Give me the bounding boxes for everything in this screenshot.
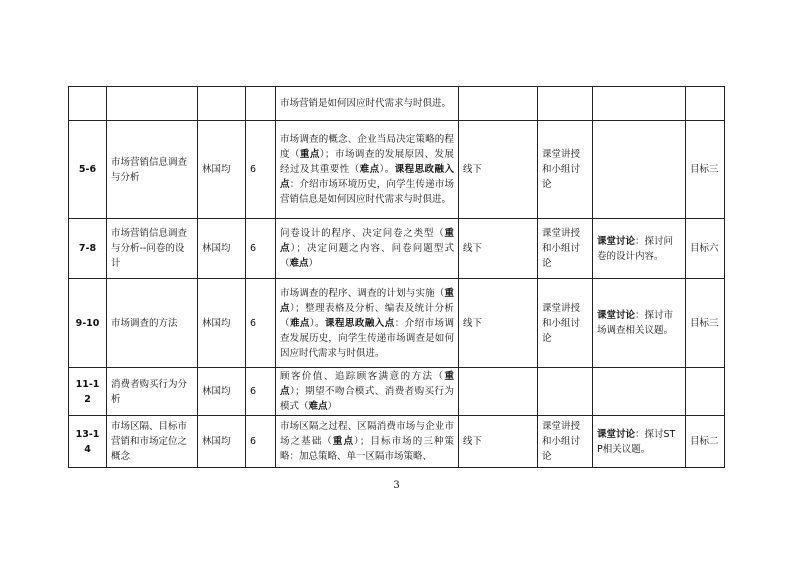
text-segment: 市场调查的概念、企业当局决定策略的程度（ — [280, 134, 454, 160]
week-cell-text: 9-10 — [75, 317, 100, 329]
emphasis-text: 难点 — [289, 258, 309, 269]
mode-cell-text: 线下 — [463, 317, 483, 329]
mode-cell — [459, 416, 538, 468]
topic-cell — [107, 219, 198, 279]
emphasis-text: 难点 — [308, 401, 328, 412]
goal-cell-text: 目标六 — [690, 243, 719, 254]
text-segment: ）；整理表格及分析、编表及统计分析（ — [280, 302, 454, 329]
topic-cell-text: 市场营销信息调查与分析--问卷的设计 — [111, 228, 188, 269]
emphasis-text: 课堂讨论 — [597, 235, 636, 247]
week-cell-text: 13-14 — [75, 428, 100, 455]
emphasis-text: 重点 — [280, 228, 454, 254]
topic-cell — [107, 121, 198, 219]
text-segment: ）；期望不吻合模式、消费者购买行为模式（ — [280, 386, 454, 412]
content-cell — [276, 416, 459, 468]
teacher-cell-text: 林国均 — [202, 386, 231, 397]
week-cell — [69, 279, 107, 368]
text-segment: ）。 — [309, 317, 326, 329]
homework-cell — [593, 121, 686, 219]
method-cell — [538, 368, 593, 416]
topic-cell-text: 市场区隔、目标市营销和市场定位之概念 — [111, 421, 188, 462]
mode-cell-text: 线下 — [463, 243, 483, 254]
goal-cell — [686, 219, 725, 279]
topic-cell — [107, 368, 198, 416]
emphasis-text: 重点 — [280, 287, 454, 314]
method-cell — [538, 416, 593, 468]
method-cell-text: 课堂讲授和小组讨论 — [542, 302, 581, 344]
text-segment: ）。 — [379, 164, 395, 175]
teacher-cell — [198, 87, 246, 121]
table-row — [69, 121, 725, 219]
emphasis-text: 课程思政融入点 — [280, 164, 454, 190]
text-segment: ：介绍市场环境历史，向学生传递市场营销信息是如何因应时代需求与时俱进。 — [280, 179, 454, 205]
text-segment: 顾客价值、追踪顾客满意的方法（ — [280, 371, 445, 382]
teacher-cell-text: 林国均 — [202, 243, 231, 254]
week-cell-text: 5-6 — [78, 164, 97, 175]
method-cell — [538, 279, 593, 368]
homework-cell — [593, 416, 686, 468]
goal-cell — [686, 416, 725, 468]
text-segment: ）；决定问题之内容、问卷问题型式（ — [280, 243, 454, 269]
teacher-cell — [198, 219, 246, 279]
teacher-cell-text: 林国均 — [202, 317, 231, 329]
mode-cell — [459, 121, 538, 219]
page-number: 3 — [393, 480, 400, 491]
text-segment: ） — [327, 401, 338, 412]
hours-cell-text: 6 — [250, 386, 257, 397]
topic-cell-text: 市场调查的方法 — [111, 317, 178, 329]
emphasis-text: 课程思政融入点 — [325, 317, 395, 329]
topic-cell-text: 市场营销信息调查与分析 — [111, 156, 188, 183]
hours-cell — [246, 416, 276, 468]
goal-cell — [686, 121, 725, 219]
teacher-cell-text: 林国均 — [202, 436, 231, 447]
table-row — [69, 368, 725, 416]
emphasis-text: 重点 — [280, 371, 454, 397]
topic-cell — [107, 416, 198, 468]
method-cell — [538, 87, 593, 121]
content-cell — [276, 87, 459, 121]
goal-cell-text: 目标三 — [690, 164, 719, 175]
topic-cell-text: 消费者购买行为分析 — [111, 378, 188, 405]
mode-cell — [459, 368, 538, 416]
hours-cell — [246, 279, 276, 368]
goal-cell-text: 目标二 — [690, 436, 719, 447]
text-segment: ）；目标市场的三种策略：加总策略、单一区隔市场策略、 — [280, 436, 454, 462]
table-row — [69, 87, 725, 121]
content-cell — [276, 219, 459, 279]
hours-cell — [246, 121, 276, 219]
mode-cell-text: 线下 — [463, 164, 483, 175]
mode-cell-text: 线下 — [463, 436, 483, 447]
topic-cell — [107, 87, 198, 121]
teacher-cell-text: 林国均 — [202, 164, 231, 175]
teacher-cell — [198, 279, 246, 368]
week-cell — [69, 87, 107, 121]
content-cell — [276, 368, 459, 416]
table-row — [69, 219, 725, 279]
homework-cell — [593, 279, 686, 368]
mode-cell — [459, 87, 538, 121]
text-segment: 市场营销是如何因应时代需求与时俱进。 — [280, 98, 452, 109]
mode-cell — [459, 219, 538, 279]
text-segment: ：探讨市场调查相关议题。 — [597, 310, 674, 336]
mode-cell — [459, 279, 538, 368]
teacher-cell — [198, 121, 246, 219]
method-cell-text: 课堂讲授和小组讨论 — [542, 421, 581, 462]
teacher-cell — [198, 416, 246, 468]
emphasis-text: 课堂讨论 — [597, 428, 636, 440]
teacher-cell — [198, 368, 246, 416]
week-cell — [69, 416, 107, 468]
method-cell — [538, 121, 593, 219]
week-cell — [69, 368, 107, 416]
goal-cell — [686, 368, 725, 416]
week-cell — [69, 121, 107, 219]
emphasis-text: 难点 — [359, 164, 380, 175]
text-segment: ） — [308, 258, 319, 269]
goal-cell — [686, 87, 725, 121]
table-row — [69, 416, 725, 468]
homework-cell — [593, 87, 686, 121]
method-cell — [538, 219, 593, 279]
text-segment: ：探讨问卷的设计内容。 — [597, 235, 674, 262]
homework-cell — [593, 368, 686, 416]
emphasis-text: 重点 — [332, 436, 355, 447]
goal-cell-text: 目标三 — [690, 317, 719, 329]
method-cell-text: 课堂讲授和小组讨论 — [542, 149, 581, 190]
emphasis-text: 课堂讨论 — [597, 310, 636, 321]
hours-cell — [246, 219, 276, 279]
text-segment: 市场区隔之过程、区隔消费市场与企业市场之基础（ — [280, 421, 454, 447]
emphasis-text: 难点 — [289, 317, 310, 329]
table-row — [69, 279, 725, 368]
homework-cell — [593, 219, 686, 279]
content-cell — [276, 279, 459, 368]
text-segment: ：介绍市场调查发展历史，向学生传递市场调查是如何因应时代需求与时俱进。 — [280, 317, 454, 359]
hours-cell — [246, 87, 276, 121]
week-cell-text: 7-8 — [78, 243, 97, 254]
hours-cell-text: 6 — [250, 164, 257, 175]
hours-cell — [246, 368, 276, 416]
text-segment: 问卷设计的程序、决定问卷之类型（ — [280, 228, 445, 239]
topic-cell — [107, 279, 198, 368]
content-cell — [276, 121, 459, 219]
week-cell-text: 11-12 — [75, 378, 100, 405]
hours-cell-text: 6 — [250, 243, 257, 254]
emphasis-text: 重点 — [299, 149, 320, 160]
text-segment: ）；市场调查的发展原因、发展经过及其重要性（ — [280, 149, 454, 175]
hours-cell-text: 6 — [250, 317, 257, 329]
hours-cell-text: 6 — [250, 436, 257, 447]
method-cell-text: 课堂讲授和小组讨论 — [542, 228, 581, 269]
text-segment: ：探讨STP相关议题。 — [597, 428, 676, 455]
course-schedule-table — [68, 86, 725, 468]
text-segment: 市场调查的程序、调查的计划与实施（ — [280, 287, 445, 299]
week-cell — [69, 219, 107, 279]
goal-cell — [686, 279, 725, 368]
